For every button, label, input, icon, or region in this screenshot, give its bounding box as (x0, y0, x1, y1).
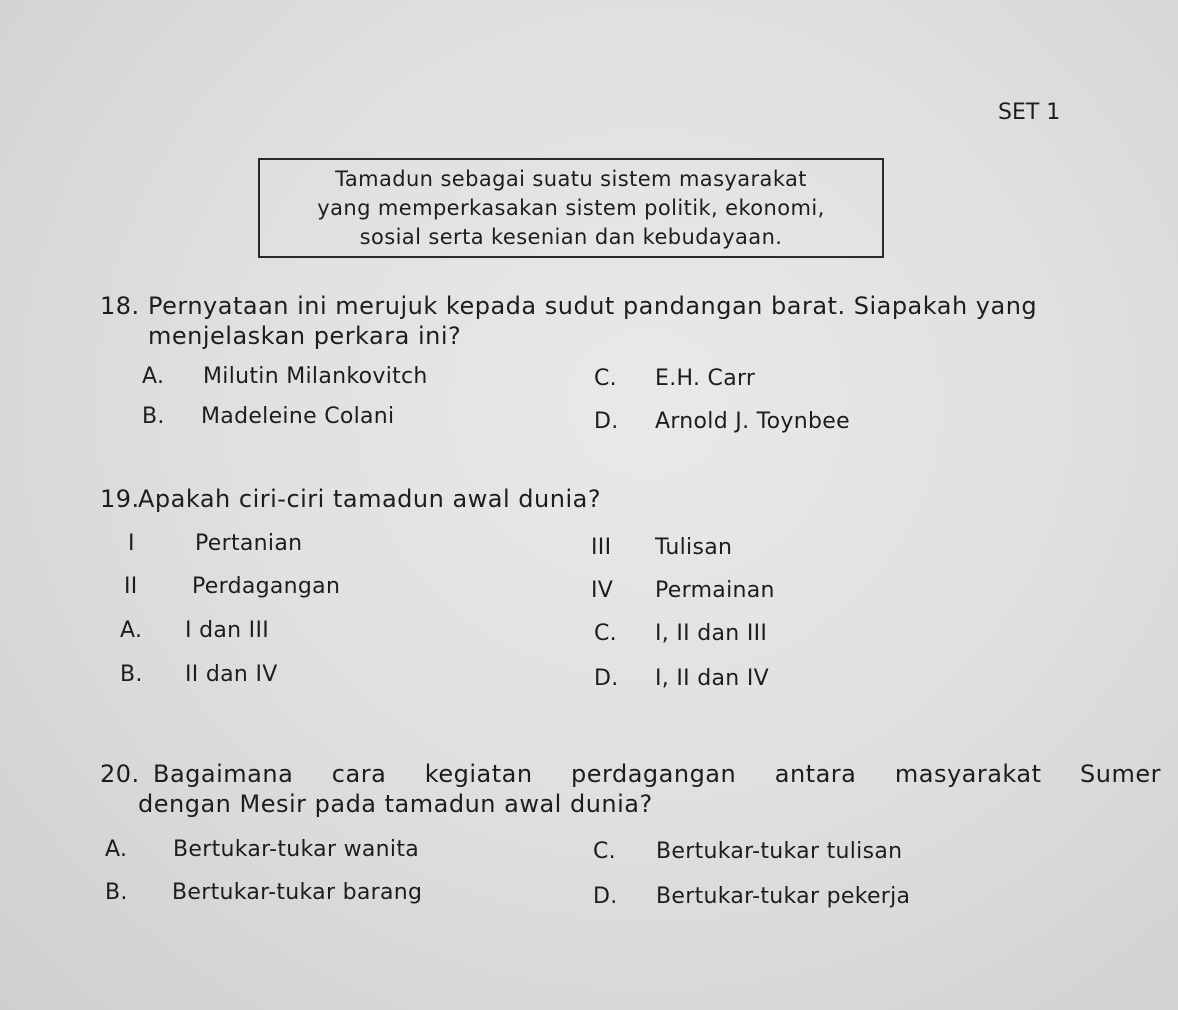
option-d-text: Bertukar-tukar pekerja (656, 884, 911, 909)
item-ii-text: Perdagangan (192, 574, 341, 599)
item-i-text: Pertanian (195, 531, 303, 556)
question-number: 20. (100, 760, 140, 788)
option-d-letter: D. (594, 666, 619, 691)
item-iii-text: Tulisan (655, 535, 733, 560)
option-a-letter: A. (120, 618, 143, 643)
option-c-text: Bertukar-tukar tulisan (656, 839, 903, 864)
option-a-text: I dan III (185, 618, 270, 643)
statement-line-3: sosial serta kesenian dan kebudayaan. (359, 224, 783, 249)
item-ii-numeral: II (124, 574, 138, 599)
statement-line-1: Tamadun sebagai suatu sistem masyarakat (335, 166, 807, 191)
option-d-text: Arnold J. Toynbee (655, 409, 850, 434)
option-c-letter: C. (593, 839, 616, 864)
option-a-text: Bertukar-tukar wanita (173, 837, 420, 862)
option-a-text: Milutin Milankovitch (203, 364, 428, 389)
question-text-line-1: Bagaimana cara kegiatan perdagangan antara masyarakat Sumer (153, 760, 1161, 788)
question-text: Apakah ciri-ciri tamadun awal dunia? (138, 485, 602, 513)
question-text-line-2: menjelaskan perkara ini? (148, 322, 462, 350)
item-i-numeral: I (128, 531, 135, 556)
option-a-letter: A. (142, 364, 165, 389)
option-d-letter: D. (593, 884, 618, 909)
question-number: 18. (100, 292, 140, 320)
item-iii-numeral: III (591, 535, 612, 560)
question-number: 19. (100, 485, 140, 513)
item-iv-numeral: IV (591, 578, 614, 603)
item-iv-text: Permainan (655, 578, 775, 603)
option-c-text: I, II dan III (655, 621, 768, 646)
option-b-letter: B. (142, 404, 165, 429)
question-text-line-2: dengan Mesir pada tamadun awal dunia? (138, 790, 653, 818)
statement-line-2: yang memperkasakan sistem politik, ekonomi, (317, 195, 825, 220)
statement-box (258, 158, 884, 258)
option-d-letter: D. (594, 409, 619, 434)
option-c-letter: C. (594, 621, 617, 646)
option-a-letter: A. (105, 837, 128, 862)
option-c-letter: C. (594, 366, 617, 391)
option-b-text: Madeleine Colani (201, 404, 395, 429)
option-d-text: I, II dan IV (655, 666, 769, 691)
option-b-letter: B. (105, 880, 128, 905)
option-b-text: Bertukar-tukar barang (172, 880, 423, 905)
option-c-text: E.H. Carr (655, 366, 756, 391)
set-label: SET 1 (998, 100, 1061, 125)
option-b-text: II dan IV (185, 662, 278, 687)
option-b-letter: B. (120, 662, 143, 687)
question-text-line-1: Pernyataan ini merujuk kepada sudut pandangan barat. Siapakah yang (148, 292, 1038, 320)
